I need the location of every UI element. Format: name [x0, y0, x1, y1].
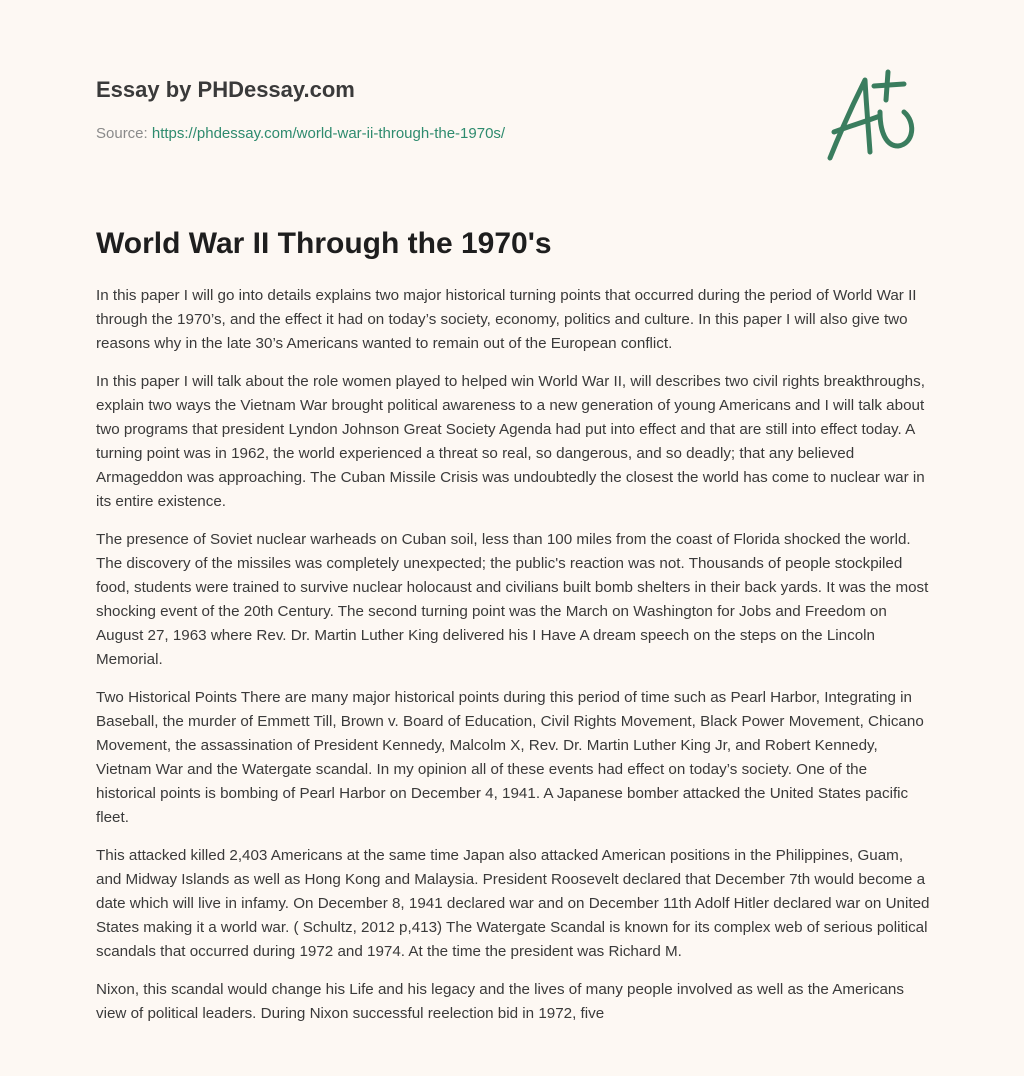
- essay-paragraph: Nixon, this scandal would change his Life and his legacy and the lives of many people involved as well as the Americans view of political leaders. During Nixon successful reelection bid in 1972, five: [96, 981, 904, 1022]
- a-plus-grade-icon: [820, 66, 930, 166]
- source-label: Source:: [96, 125, 152, 142]
- source-line: [96, 124, 796, 144]
- essay-paragraph: This attacked killed 2,403 Americans at the same time Japan also attacked American positions in the Philippines, Guam, and Midway Islands as well as Hong Kong and Malaysia. President Roosevelt declared that December 7th would become a date which will live in infamy. On December 8, 1941 declared war and on December 11th Adolf Hitler declared war on United States making it a world war. ( Schultz, 2012 p,413) The Watergate Scandal is known for its complex web of serious political scandals that occurred during 1972 and 1974. At the time the president was Richard M.: [96, 847, 930, 960]
- essay-paragraph: In this paper I will go into details explains two major historical turning points that occurred during the period of World War II through the 1970’s, and the effect it had on today’s society, economy, politics and culture. In this paper I will also give two reasons why in the late 30’s Americans wanted to remain out of the European conflict.: [96, 287, 917, 352]
- source-link[interactable]: https://phdessay.com/world-war-ii-through-the-1970s/: [151, 125, 506, 142]
- essay-paragraph: Two Historical Points There are many major historical points during this period of time such as Pearl Harbor, Integrating in Baseball, the murder of Emmett Till, Brown v. Board of Education, Civil Rights Movement, Black Power Movement, Chicano Movement, the assassination of President Kennedy, Malcolm X, Rev. Dr. Martin Luther King Jr, and Robert Kennedy, Vietnam War and the Watergate scandal. In my opinion all of these events had effect on today’s society. One of the historical points is bombing of Pearl Harbor on December 4, 1941. A Japanese bomber attacked the United States pacific fleet.: [96, 689, 924, 826]
- essay-body: [96, 284, 930, 1040]
- site-brand: Essay by PHDessay.com: [96, 77, 355, 102]
- essay-paragraph: The presence of Soviet nuclear warheads on Cuban soil, less than 100 miles from the coast of Florida shocked the world. The discovery of the missiles was completely unexpected; the public's reaction was not. Thousands of people stockpiled food, students were trained to survive nuclear holocaust and civilians built bomb shelters in their back yards. It was the most shocking event of the 20th Century. The second turning point was the March on Washington for Jobs and Freedom on August 27, 1963 where Rev. Dr. Martin Luther King delivered his I Have A dream speech on the steps on the Lincoln Memorial.: [96, 531, 929, 668]
- essay-header: [96, 76, 796, 144]
- essay-paragraph: In this paper I will talk about the role women played to helped win World War II, will describes two civil rights breakthroughs, explain two ways the Vietnam War brought political awareness to a new generation of young Americans and I will talk about two programs that president Lyndon Johnson Great Society Agenda had put into effect and that are still into effect today. A turning point was in 1962, the world experienced a threat so real, so dangerous, and so deadly; that any believed Armageddon was approaching. The Cuban Missile Crisis was undoubtedly the closest the world has come to nuclear war in its entire existence.: [96, 373, 925, 510]
- essay-title: World War II Through the 1970's: [96, 227, 552, 260]
